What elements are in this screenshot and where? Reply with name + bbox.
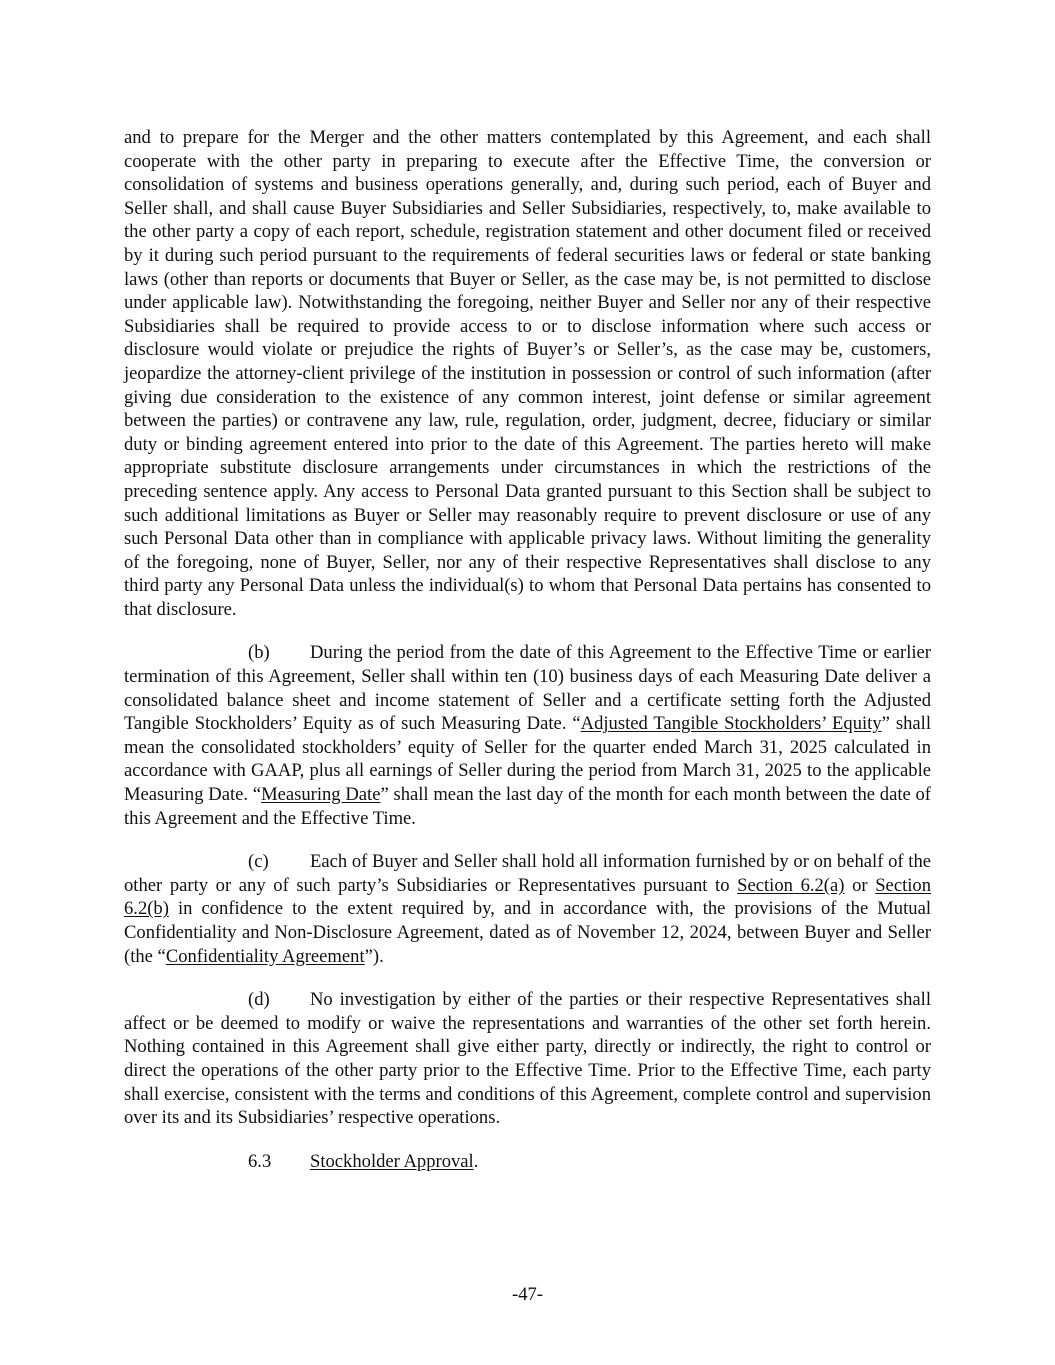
paragraph-text: During the period from the date of this Agreement to the Effective Time or earlier termination of this Agreement, Seller shall within ten (10) business days of each Measuring Date deliver a consolidated balance sheet and income statement of Seller and a certificate setting forth the Adjusted Tangible Stockholders’ Equity as of such Measuring Date. “ [124,642,931,735]
paragraph-text: Each of Buyer and Seller shall hold all information furnished by or on behalf of the other party or any of such party’s Subsidiaries or Representatives pursuant to [124,851,931,896]
section-title-suffix: . [473,1150,479,1172]
paragraph-text: in confidence to the extent required by, and in accordance with, the provisions of the Mutual Confidentiality and Non-Disclosure Agreement, dated as of November 12, 2024, between Buyer and Seller (the “ [124,898,931,967]
paragraph-label: (b) [248,642,270,664]
section-title: Stockholder Approval [310,1150,474,1172]
paragraph-text: or [844,874,876,896]
section-reference-6-2-b: Section 6.2(b) [124,874,931,920]
paragraph-c [124,850,931,968]
paragraph-a-continuation [124,126,931,621]
document-page [124,126,931,1173]
paragraph-text: ”). [364,945,384,967]
section-heading [124,1150,931,1174]
paragraph-label: (c) [248,851,269,873]
defined-term-confidentiality-agreement: Confidentiality Agreement [165,945,365,967]
section-number: 6.3 [248,1150,272,1172]
defined-term-measuring-date: Measuring Date [261,784,381,806]
page-number: -47- [512,1284,543,1305]
paragraph-label: (d) [248,989,270,1011]
paragraph-text: ” shall mean the consolidated stockholders’ equity of Seller for the quarter ended March 31, 2025 calculated in accordance with GAAP, plus all earnings of Seller during the period from March 31, 2025 to the applicable Measuring Date. “ [124,713,931,806]
paragraph-text: ” shall mean the last day of the month for each month between the date of this Agreement and the Effective Time. [124,784,932,829]
paragraph-text: No investigation by either of the parties or their respective Representatives shall affect or be deemed to modify or waive the representations and warranties of the other set forth herein. Nothing contained in this Agreement shall give either party, directly or indirectly, the right to control or direct the operations of the other party prior to the Effective Time. Prior to the Effective Time, each party shall exercise, consistent with the terms and conditions of this Agreement, complete control and supervision over its and its Subsidiaries’ respective operations. [124,989,931,1129]
paragraph-d [124,988,931,1130]
section-reference-6-2-a: Section 6.2(a) [737,874,845,896]
paragraph-b [124,641,931,830]
paragraph-text: and to prepare for the Merger and the other matters contemplated by this Agreement, and each shall cooperate with the other party in preparing to execute after the Effective Time, the conversion or consolidation of systems and business operations generally, and, during such period, each of Buyer and Seller shall, and shall cause Buyer Subsidiaries and Seller Subsidiaries, respectively, to, make available to the other party a copy of each report, schedule, registration statement and other document filed or received by it during such period pursuant to the requirements of federal securities laws or federal or state banking laws (other than reports or documents that Buyer or Seller, as the case may be, is not permitted to disclose under applicable law). Notwithstanding the foregoing, neither Buyer and Seller nor any of their respective Subsidiaries shall be required to provide access to or to disclose information where such access or disclosure would violate or prejudice the rights of Buyer’s or Seller’s, as the case may be, customers, jeopardize the attorney-client privilege of the institution in possession or control of such information (after giving due consideration to the existence of any common interest, joint defense or similar agreement between the parties) or contravene any law, rule, regulation, order, judgment, decree, fiduciary or similar duty or binding agreement entered into prior to the date of this Agreement. The parties hereto will make appropriate substitute disclosure arrangements under circumstances in which the restrictions of the preceding sentence apply. Any access to Personal Data granted pursuant to this Section shall be subject to such additional limitations as Buyer or Seller may reasonably require to prevent disclosure or use of any such Personal Data other than in compliance with applicable privacy laws. Without limiting the generality of the foregoing, none of Buyer, Seller, nor any of their respective Representatives shall disclose to any third party any Personal Data unless the individual(s) to whom that Personal Data pertains has consented to that disclosure. [124,127,931,620]
defined-term-adjusted-tangible-stockholders-equity: Adjusted Tangible Stockholders’ Equity [580,713,882,735]
